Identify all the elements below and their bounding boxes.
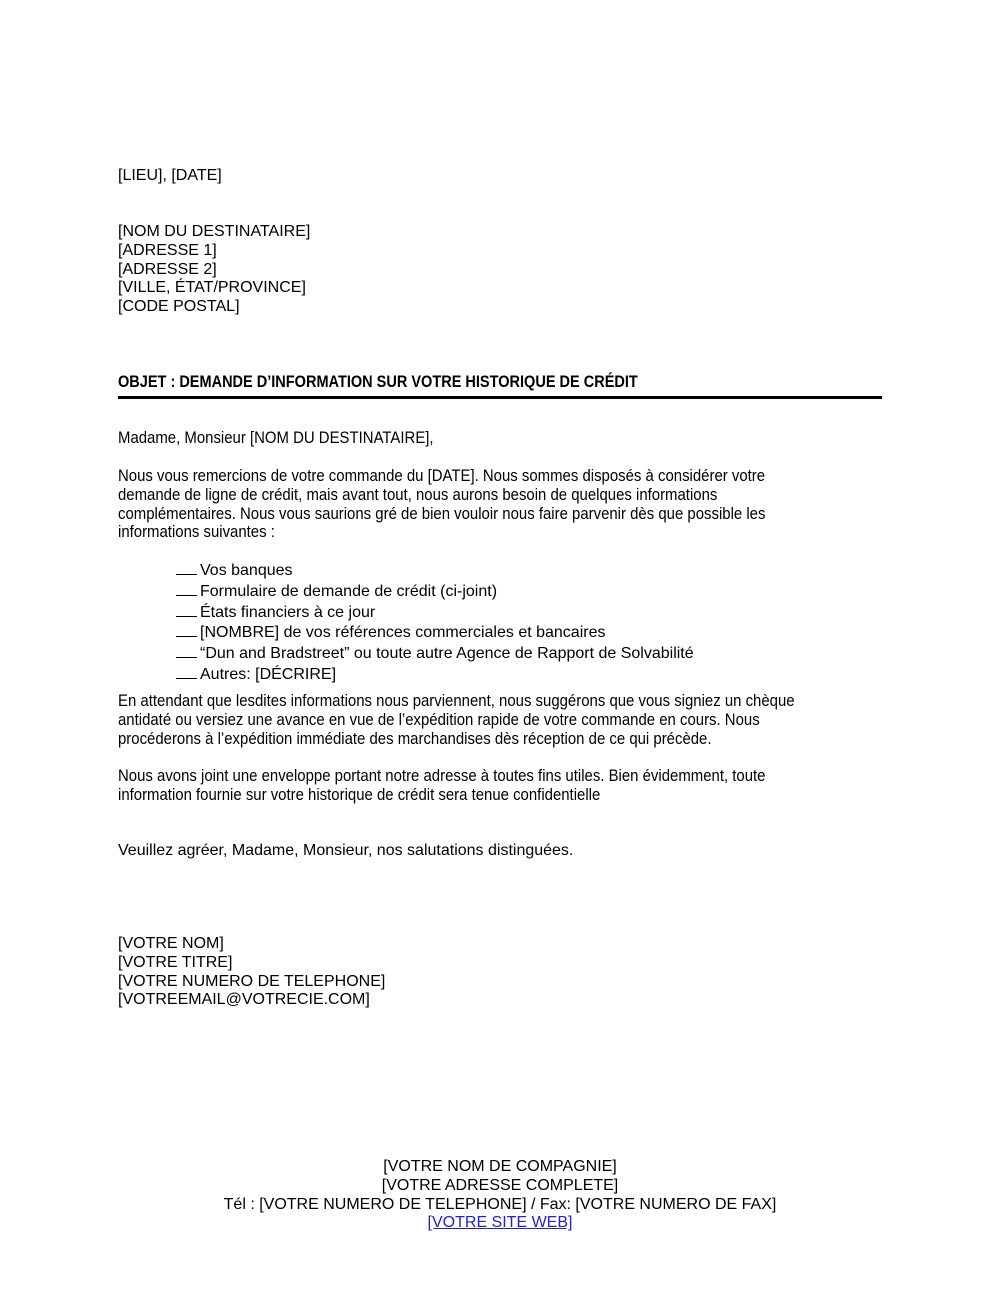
checklist-item-banks	[176, 560, 694, 581]
subject-text: OBJET : DEMANDE D’INFORMATION SUR VOTRE HISTORIQUE DE CRÉDIT	[118, 373, 638, 391]
footer-website-row	[0, 1214, 1000, 1233]
footer-contact: Tél : [VOTRE NUMERO DE TELEPHONE] / Fax: [VOTRE NUMERO DE FAX]	[223, 1195, 777, 1213]
paragraph-3-line: Nous avons joint une enveloppe portant notre adresse à toutes fins utiles. Bien évidemment, toute	[118, 767, 766, 785]
footer-website-link[interactable]: [VOTRE SITE WEB]	[427, 1214, 573, 1232]
letter-footer	[0, 1158, 1000, 1233]
recipient-name: [NOM DU DESTINATAIRE]	[118, 223, 311, 240]
paragraph-2-line: procéderons à l’expédition immédiate des marchandises dès réception de ce qui précède.	[118, 729, 712, 748]
paragraph-1	[118, 467, 833, 542]
paragraph-3-line: information fournie sur votre historique de crédit sera tenue confidentielle	[118, 785, 601, 804]
checklist-label: “Dun and Bradstreet” ou toute autre Agence de Rapport de Solvabilité	[200, 645, 694, 663]
checklist-label: États financiers à ce jour	[200, 603, 376, 621]
subject-line	[118, 373, 709, 392]
subject-divider	[118, 396, 882, 399]
signature-title: [VOTRE TITRE]	[118, 953, 233, 971]
paragraph-2-line: antidaté ou versiez une avance en vue de l’expédition rapide de votre commande en cours. Nous	[118, 710, 760, 729]
paragraph-1-line: Nous vous remercions de votre commande du [DATE]. Nous sommes disposés à considérer votre	[118, 467, 766, 485]
checkbox-blank[interactable]	[176, 664, 197, 679]
paragraph-3	[118, 767, 833, 805]
signature-name: [VOTRE NOM]	[118, 935, 224, 952]
checkbox-blank[interactable]	[176, 581, 197, 596]
signature-email: [VOTREEMAIL@VOTRECIE.COM]	[118, 991, 370, 1009]
signature-block	[118, 935, 385, 1010]
checklist-label: Vos banques	[200, 562, 293, 579]
checkbox-blank[interactable]	[176, 643, 197, 658]
recipient-address2: [ADRESSE 2]	[118, 260, 217, 278]
checklist-item-credit-form	[176, 581, 694, 602]
checklist-label: Formulaire de demande de crédit (ci-joint)	[200, 582, 498, 600]
checklist-label: [NOMBRE] de vos références commerciales et bancaires	[200, 624, 606, 642]
footer-address: [VOTRE ADRESSE COMPLETE]	[381, 1176, 619, 1194]
signature-phone: [VOTRE NUMERO DE TELEPHONE]	[118, 972, 386, 990]
paragraph-1-line: informations suivantes :	[118, 523, 275, 542]
checklist-item-financial-statements	[176, 602, 694, 623]
recipient-address1: [ADRESSE 1]	[118, 241, 217, 259]
checklist-item-references	[176, 622, 694, 643]
checkbox-blank[interactable]	[176, 622, 197, 637]
place-date-text: [LIEU], [DATE]	[118, 167, 222, 184]
paragraph-2-line: En attendant que lesdites informations nous parviennent, nous suggérons que vous signiez un chèque	[118, 692, 795, 710]
recipient-postal-code: [CODE POSTAL]	[118, 298, 240, 316]
paragraph-1-line: demande de ligne de crédit, mais avant tout, nous aurons besoin de quelques informations	[118, 485, 718, 504]
place-date	[118, 167, 222, 186]
closing-text: Veuillez agréer, Madame, Monsieur, nos salutations distinguées.	[118, 842, 574, 859]
recipient-block	[118, 223, 310, 317]
checklist	[176, 560, 694, 685]
salutation-text: Madame, Monsieur [NOM DU DESTINATAIRE],	[118, 429, 434, 447]
closing	[118, 842, 573, 861]
checklist-item-other	[176, 664, 694, 685]
paragraph-1-line: complémentaires. Nous vous saurions gré de bien vouloir nous faire parvenir dès que possible les	[118, 504, 766, 523]
paragraph-2	[118, 692, 866, 748]
footer-company: [VOTRE NOM DE COMPAGNIE]	[383, 1158, 617, 1175]
checkbox-blank[interactable]	[176, 602, 197, 617]
salutation	[118, 429, 467, 448]
checkbox-blank[interactable]	[176, 560, 197, 575]
checklist-label: Autres: [DÉCRIRE]	[200, 665, 337, 683]
checklist-item-credit-agency	[176, 643, 694, 664]
recipient-city-state: [VILLE, ÉTAT/PROVINCE]	[118, 279, 306, 297]
